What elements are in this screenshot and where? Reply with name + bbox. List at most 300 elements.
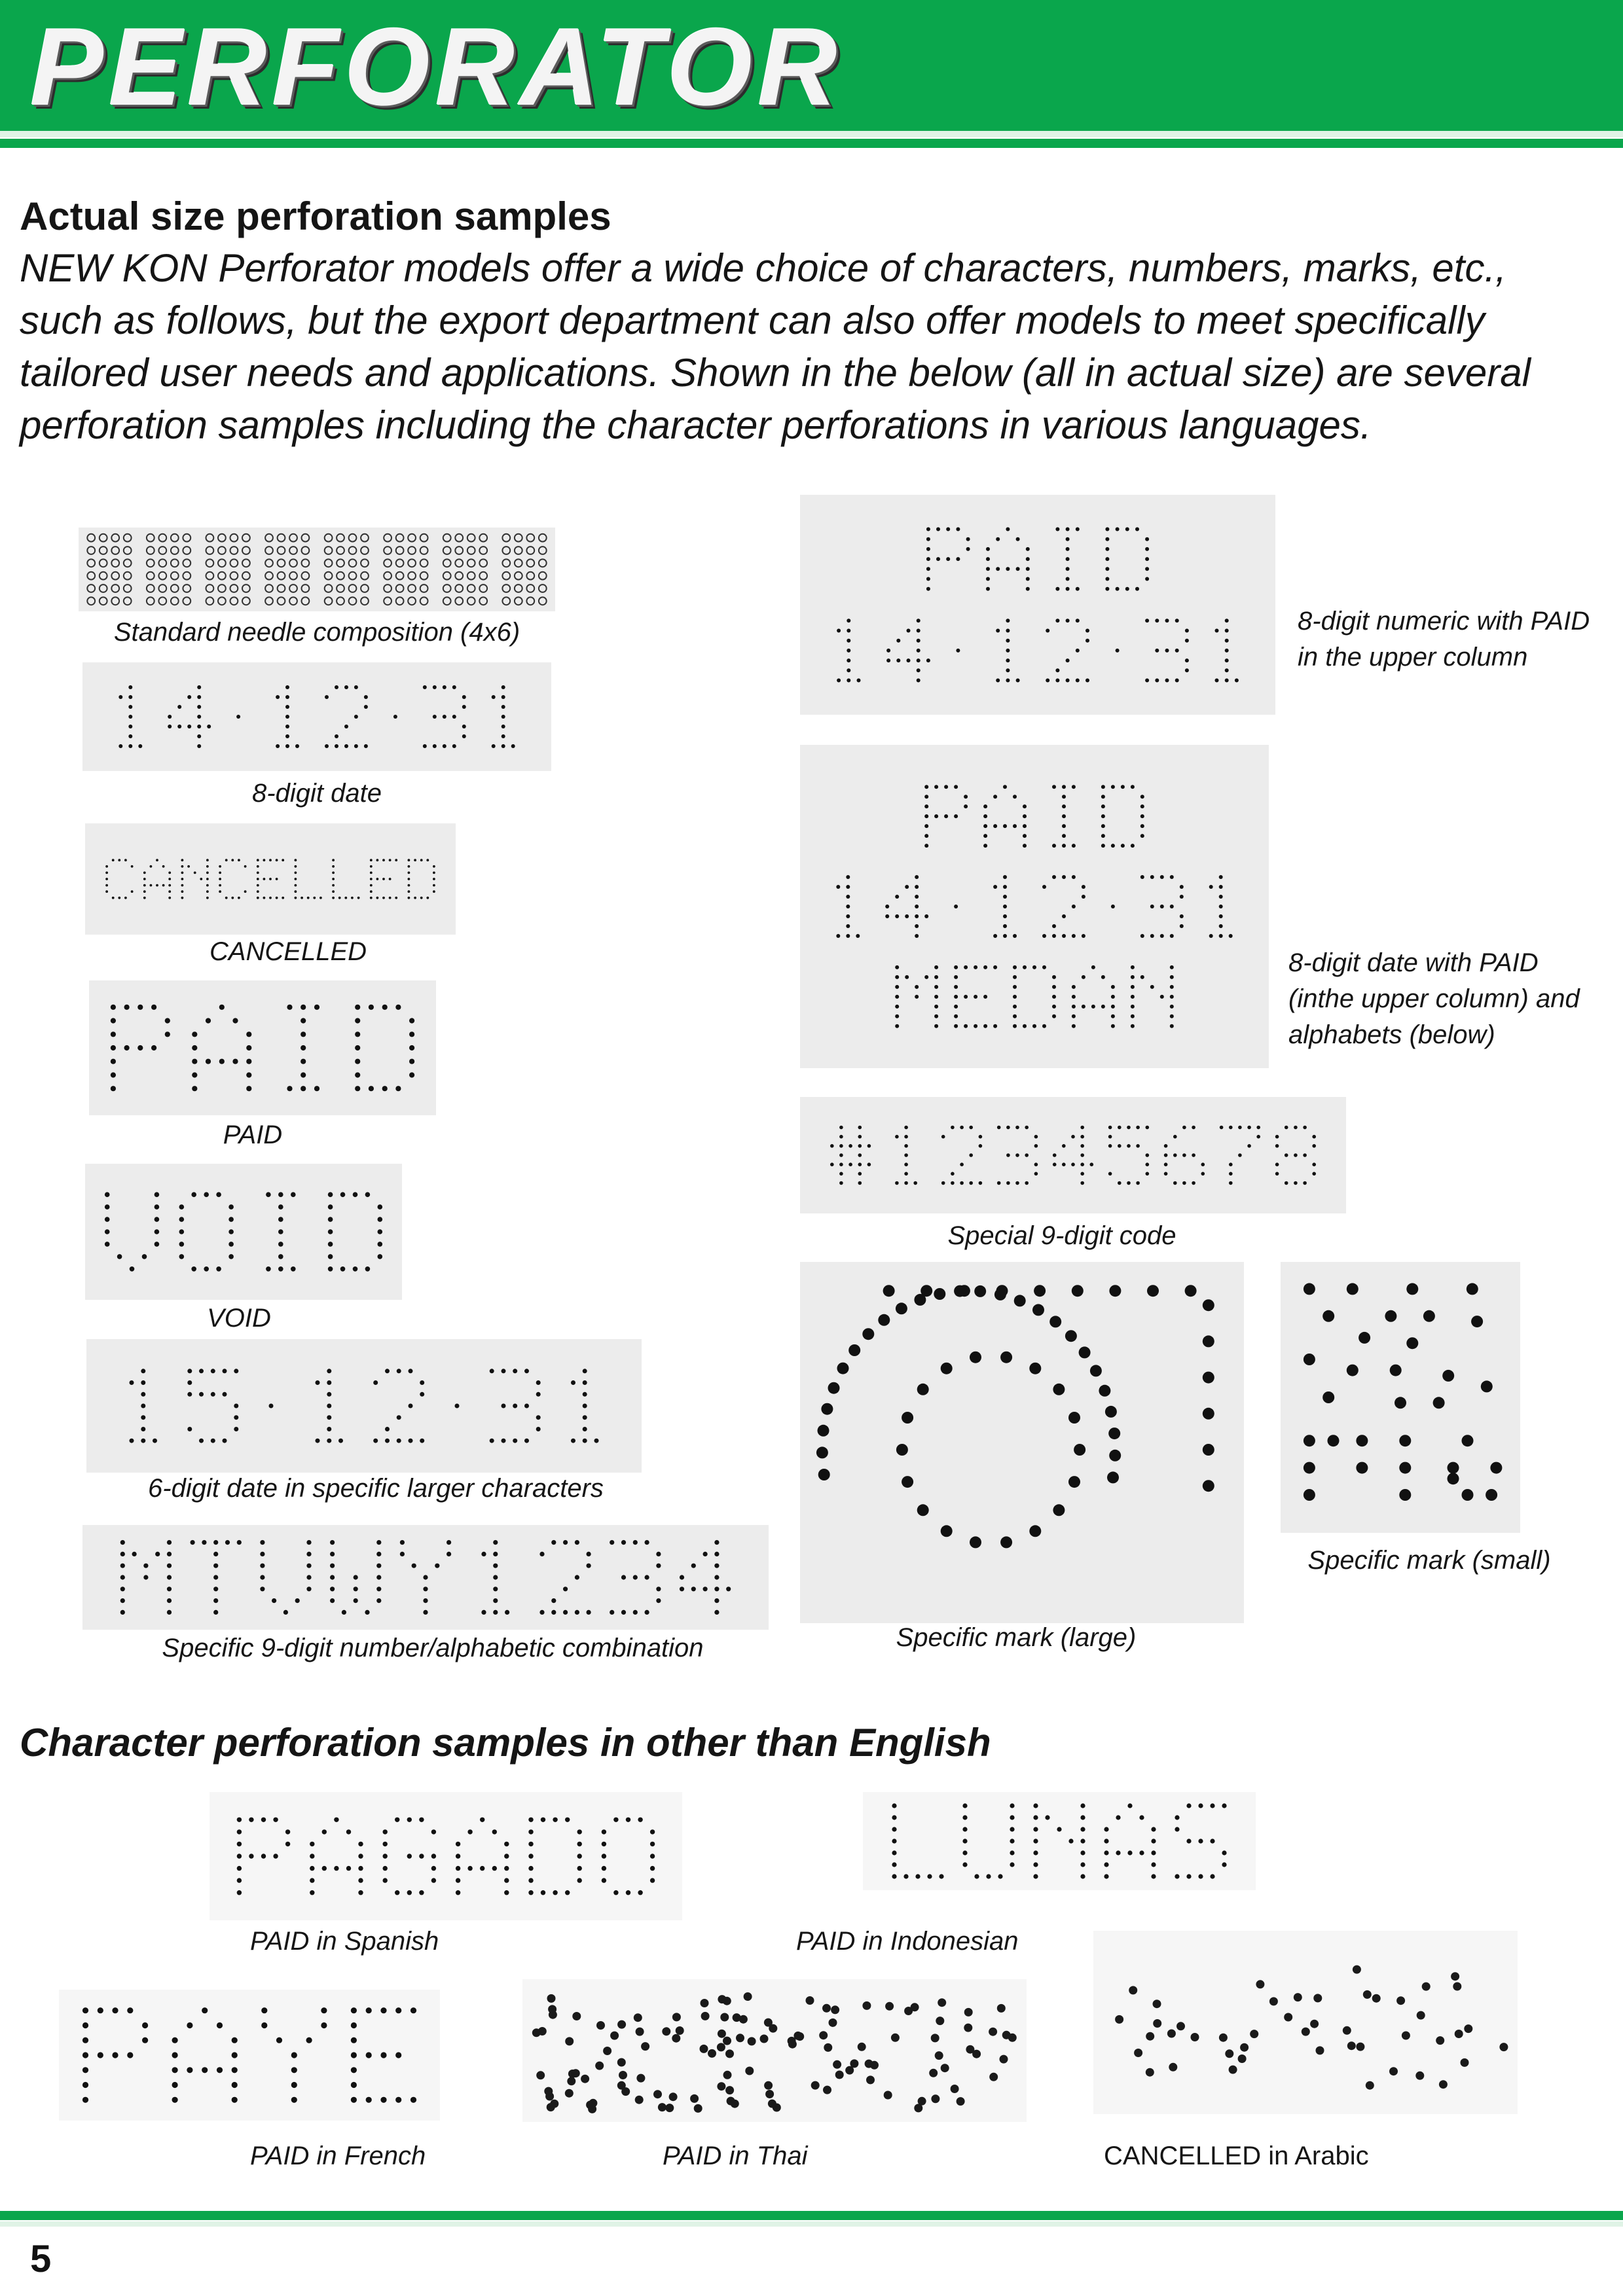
needle-hole bbox=[361, 572, 369, 580]
perforation-hole bbox=[924, 914, 928, 918]
perforation-hole bbox=[571, 1380, 575, 1385]
perforation-hole bbox=[143, 890, 146, 893]
perforation-hole bbox=[996, 679, 1000, 683]
needle-hole bbox=[289, 572, 297, 580]
perforation-hole bbox=[1304, 1354, 1315, 1365]
perforation-hole bbox=[1062, 934, 1066, 938]
perforation-hole bbox=[974, 1285, 986, 1297]
perforation-hole bbox=[1080, 1862, 1085, 1867]
perforation-hole bbox=[307, 897, 310, 899]
needle-hole bbox=[218, 597, 226, 605]
perforation-hole bbox=[1436, 2036, 1444, 2045]
perforation-hole bbox=[1198, 1803, 1203, 1808]
perforation-hole bbox=[621, 1540, 626, 1545]
perforation-hole bbox=[587, 1552, 591, 1556]
perforation-hole bbox=[626, 1818, 630, 1822]
perforation-dots bbox=[1093, 1931, 1518, 2114]
perforation-hole bbox=[613, 1890, 618, 1895]
perforation-hole bbox=[765, 2090, 774, 2098]
perforation-hole bbox=[269, 859, 272, 861]
perforation-hole bbox=[1062, 804, 1066, 808]
needle-hole bbox=[455, 547, 463, 554]
perforation-hole bbox=[645, 1610, 649, 1615]
perforation-hole bbox=[216, 1192, 221, 1197]
perforation-hole bbox=[896, 658, 900, 662]
perforation-hole bbox=[278, 1242, 283, 1247]
perforation-hole bbox=[974, 1024, 977, 1028]
perforation-hole bbox=[217, 2022, 223, 2028]
perforation-hole bbox=[1395, 1397, 1406, 1408]
perforation-hole bbox=[433, 865, 435, 868]
perforation-hole bbox=[536, 2071, 545, 2079]
perforation-hole bbox=[278, 1217, 283, 1222]
perforation-hole bbox=[917, 679, 921, 683]
perforation-hole bbox=[924, 804, 928, 808]
perforation-hole bbox=[1139, 1815, 1144, 1820]
perforation-hole bbox=[151, 1045, 156, 1050]
perforation-hole bbox=[907, 629, 911, 633]
perforation-hole bbox=[956, 557, 960, 561]
perforation-hole bbox=[1072, 1285, 1084, 1297]
perforation-hole bbox=[237, 1890, 242, 1895]
needle-hole bbox=[158, 572, 166, 580]
perforation-hole bbox=[1389, 2067, 1398, 2075]
perforation-hole bbox=[1215, 629, 1219, 633]
perforation-hole bbox=[964, 1024, 968, 1028]
perforation-hole bbox=[1101, 844, 1105, 848]
needle-hole bbox=[171, 559, 179, 567]
perforation-hole bbox=[244, 865, 247, 868]
perforation-hole bbox=[1062, 824, 1066, 828]
perforation-hole bbox=[213, 1540, 218, 1545]
perforation-hole bbox=[1180, 914, 1184, 918]
perforation-hole bbox=[378, 1204, 383, 1210]
needle-hole bbox=[337, 559, 344, 567]
perforation-hole bbox=[1146, 1153, 1150, 1157]
perforation-hole bbox=[858, 2043, 866, 2051]
perforation-hole bbox=[276, 878, 278, 880]
perforation-hole bbox=[327, 1404, 331, 1408]
perforation-hole bbox=[829, 2018, 837, 2027]
needle-hole bbox=[206, 572, 214, 580]
intro-heading: Actual size perforation samples bbox=[20, 194, 611, 238]
perforation-hole bbox=[1066, 537, 1070, 541]
perforation-hole bbox=[385, 1369, 390, 1373]
perforation-hole bbox=[839, 1172, 843, 1176]
perforation-hole bbox=[408, 865, 410, 868]
perforation-hole bbox=[1062, 1144, 1066, 1148]
perforation-hole bbox=[1127, 1126, 1131, 1130]
perforation-hole bbox=[1453, 1982, 1461, 1991]
perforation-hole bbox=[936, 528, 940, 531]
perforation-hole bbox=[370, 878, 373, 880]
header-band bbox=[0, 0, 1623, 131]
perforation-hole bbox=[358, 1842, 363, 1846]
perforation-hole bbox=[310, 1878, 314, 1882]
perforation-hole bbox=[1105, 1406, 1117, 1418]
needle-hole bbox=[242, 597, 250, 605]
perforation-hole bbox=[155, 1242, 160, 1247]
perforation-hole bbox=[996, 567, 1000, 571]
perforation-hole bbox=[1356, 1462, 1368, 1474]
perforation-hole bbox=[1111, 995, 1115, 999]
perforation-hole bbox=[1210, 1874, 1214, 1878]
perforation-hole bbox=[1066, 557, 1070, 561]
perforation-hole bbox=[915, 934, 919, 938]
perforation-hole bbox=[1003, 824, 1007, 828]
perforation-hole bbox=[153, 1439, 157, 1443]
perforation-hole bbox=[310, 1866, 314, 1871]
perforation-hole bbox=[334, 1818, 338, 1822]
perforation-hole bbox=[915, 914, 919, 918]
perforation-hole bbox=[1136, 1126, 1140, 1130]
perforation-hole bbox=[1034, 1172, 1038, 1176]
perforation-hole bbox=[1108, 1144, 1112, 1148]
perforation-hole bbox=[1016, 567, 1020, 571]
perforation-hole bbox=[370, 865, 373, 868]
perforation-hole bbox=[369, 1086, 374, 1091]
perforation-hole bbox=[354, 1575, 358, 1579]
perforation-hole bbox=[934, 1288, 945, 1300]
perforation-hole bbox=[1256, 1980, 1264, 1988]
perforation-hole bbox=[617, 2081, 626, 2090]
perforation-hole bbox=[105, 865, 108, 868]
perforation-hole bbox=[313, 897, 316, 899]
perforation-hole bbox=[1033, 1874, 1038, 1878]
perforation-hole bbox=[168, 884, 171, 887]
perforation-hole bbox=[896, 639, 900, 643]
perforation-hole bbox=[141, 1404, 145, 1408]
needle-hole bbox=[502, 597, 510, 605]
perforation-hole bbox=[269, 878, 272, 880]
perforation-hole bbox=[656, 1587, 661, 1591]
perforation-hole bbox=[720, 2013, 729, 2022]
perforation-hole bbox=[725, 2049, 734, 2058]
perforation-hole bbox=[179, 1254, 185, 1259]
perforation-hole bbox=[917, 629, 921, 633]
perforation-hole bbox=[261, 2022, 267, 2028]
perforation-hole bbox=[443, 715, 447, 719]
perforation-hole bbox=[1076, 649, 1080, 653]
perforation-hole bbox=[610, 1540, 614, 1545]
perforation-hole bbox=[447, 1552, 451, 1556]
perforation-hole bbox=[167, 1587, 172, 1591]
perforation-hole bbox=[234, 1427, 238, 1431]
perforation-hole bbox=[105, 890, 108, 893]
perforation-hole bbox=[1219, 875, 1223, 879]
perforation-hole bbox=[847, 629, 850, 633]
needle-hole bbox=[455, 534, 463, 542]
perforation-hole bbox=[197, 695, 201, 699]
needle-hole bbox=[539, 559, 547, 567]
perforation-hole bbox=[351, 2052, 357, 2058]
perforation-hole bbox=[1006, 639, 1010, 643]
perforation-hole bbox=[197, 685, 201, 689]
perforation-hole bbox=[346, 1866, 351, 1871]
perforation-hole bbox=[1145, 547, 1149, 551]
perforation-hole bbox=[376, 1575, 381, 1579]
perforation-hole bbox=[397, 1369, 401, 1373]
needle-hole bbox=[230, 534, 238, 542]
perforation-hole bbox=[1294, 1126, 1298, 1130]
perforation-hole bbox=[986, 557, 990, 561]
perforation-hole bbox=[1312, 1144, 1316, 1148]
perforation-hole bbox=[572, 2069, 580, 2077]
needle-hole bbox=[206, 597, 214, 605]
perforation-hole bbox=[1402, 2032, 1410, 2040]
perforation-hole bbox=[895, 895, 899, 899]
perforation-hole bbox=[124, 1005, 130, 1010]
needle-hole bbox=[539, 572, 547, 580]
perforation-hole bbox=[768, 2100, 776, 2108]
perforation-hole bbox=[583, 1404, 587, 1408]
perforation-hole bbox=[82, 2097, 88, 2103]
needle-hole bbox=[158, 559, 166, 567]
perforation-hole bbox=[228, 1254, 234, 1259]
needle-hole bbox=[337, 547, 344, 554]
perforation-hole bbox=[1153, 2019, 1161, 2028]
perforation-hole bbox=[1203, 1335, 1214, 1347]
perforation-hole bbox=[1164, 1172, 1168, 1176]
needle-hole bbox=[384, 534, 392, 542]
perforation-hole bbox=[443, 685, 447, 689]
perforation-hole bbox=[1203, 1299, 1214, 1311]
perforation-hole bbox=[310, 1890, 314, 1895]
perforation-hole bbox=[501, 744, 505, 748]
perforation-hole bbox=[926, 528, 930, 531]
perforation-hole bbox=[1235, 679, 1239, 683]
header-divider bbox=[0, 139, 1623, 148]
perforation-hole bbox=[204, 1192, 209, 1197]
perforation-hole bbox=[1091, 965, 1095, 969]
perforation-hole bbox=[1151, 1827, 1156, 1831]
perforation-hole bbox=[351, 2022, 357, 2028]
perforation-hole bbox=[1104, 1850, 1108, 1855]
perforation-hole bbox=[931, 2034, 939, 2042]
perforation-hole bbox=[1225, 649, 1229, 653]
perforation-hole bbox=[462, 734, 466, 738]
perforation-hole bbox=[1165, 679, 1169, 683]
perforation-hole bbox=[1240, 2043, 1249, 2052]
perforation-hole bbox=[1356, 2043, 1364, 2051]
perforation-hole bbox=[944, 785, 948, 789]
perforation-hole bbox=[1010, 1827, 1014, 1831]
perforation-hole bbox=[549, 2011, 557, 2019]
perforation-hole bbox=[1034, 1285, 1046, 1297]
perforation-hole bbox=[257, 884, 259, 887]
perforation-hole bbox=[816, 1446, 828, 1458]
perforation-hole bbox=[143, 872, 146, 874]
perforation-hole bbox=[1002, 2031, 1011, 2039]
needle-hole bbox=[111, 584, 119, 592]
perforation-hole bbox=[1316, 2046, 1324, 2054]
perforation-hole bbox=[892, 1803, 896, 1808]
perforation-hole bbox=[839, 1162, 843, 1166]
perforation-hole bbox=[373, 1380, 378, 1385]
perforation-hole bbox=[335, 744, 338, 748]
perforation-hole bbox=[915, 1874, 920, 1878]
perforation-hole bbox=[1229, 1162, 1233, 1166]
perforation-hole bbox=[257, 890, 259, 893]
perforation-hole bbox=[1062, 875, 1066, 879]
french-caption: PAID in French bbox=[250, 2142, 426, 2170]
perforation-hole bbox=[376, 1552, 381, 1556]
perforation-hole bbox=[1490, 1462, 1502, 1474]
perforation-hole bbox=[370, 859, 373, 861]
perforation-hole bbox=[202, 2067, 208, 2073]
perforation-hole bbox=[1108, 1427, 1120, 1439]
perforation-hole bbox=[830, 1144, 834, 1148]
perforation-hole bbox=[936, 2017, 944, 2025]
needle-hole bbox=[515, 559, 522, 567]
perforation-hole bbox=[407, 1854, 412, 1858]
needle-hole bbox=[443, 559, 451, 567]
needle-hole bbox=[111, 559, 119, 567]
perforation-hole bbox=[1406, 1337, 1418, 1349]
needle-hole bbox=[242, 534, 250, 542]
perforation-hole bbox=[143, 1575, 148, 1579]
perforation-hole bbox=[370, 872, 373, 874]
perforation-hole bbox=[1131, 844, 1135, 848]
perforation-hole bbox=[306, 1587, 311, 1591]
perforation-hole bbox=[1303, 1126, 1307, 1130]
perforation-hole bbox=[223, 1369, 227, 1373]
perforation-hole bbox=[260, 1575, 264, 1579]
needle-hole bbox=[289, 534, 297, 542]
perforation-hole bbox=[382, 1086, 388, 1091]
perforation-hole bbox=[941, 2064, 949, 2072]
perforation-hole bbox=[225, 897, 228, 899]
needle-hole bbox=[206, 584, 214, 592]
perforation-hole bbox=[501, 715, 505, 719]
perforation-hole bbox=[191, 1540, 195, 1545]
date6-caption: 6-digit date in specific larger characters bbox=[148, 1474, 604, 1503]
perforation-hole bbox=[547, 2103, 555, 2111]
perforation-hole bbox=[935, 2051, 943, 2060]
perforation-hole bbox=[895, 1181, 899, 1185]
perforation-hole bbox=[1101, 824, 1105, 828]
perforation-hole bbox=[691, 1587, 696, 1591]
perforation-hole bbox=[951, 1172, 955, 1176]
perforation-hole bbox=[819, 2031, 828, 2039]
perforation-hole bbox=[1072, 875, 1076, 879]
perforation-hole bbox=[325, 695, 329, 699]
perforation-hole bbox=[257, 865, 259, 868]
perforation-hole bbox=[1052, 985, 1056, 989]
perforation-hole bbox=[760, 2035, 769, 2043]
perforation-hole bbox=[155, 1229, 160, 1234]
perforation-hole bbox=[867, 1144, 871, 1148]
perforation-hole bbox=[1023, 814, 1027, 818]
perforation-hole bbox=[1105, 537, 1109, 541]
perforation-hole bbox=[1068, 1476, 1080, 1488]
needle-hole bbox=[100, 547, 107, 554]
needle-hole bbox=[384, 547, 392, 554]
perforation-hole bbox=[1115, 2015, 1123, 2024]
perforation-hole bbox=[328, 1192, 333, 1197]
perforation-hole bbox=[340, 1266, 346, 1272]
needle-hole bbox=[230, 547, 238, 554]
perforation-hole bbox=[433, 890, 435, 893]
perforation-hole bbox=[969, 1126, 973, 1130]
perforation-hole bbox=[155, 1204, 160, 1210]
perforation-hole bbox=[132, 1552, 137, 1556]
perforation-hole bbox=[847, 649, 850, 653]
perforation-hole bbox=[917, 668, 921, 672]
needle-hole bbox=[218, 534, 226, 542]
perforation-hole bbox=[1068, 1412, 1080, 1424]
perforation-hole bbox=[951, 1126, 955, 1130]
perforation-hole bbox=[1082, 885, 1085, 889]
perforation-hole bbox=[192, 1072, 197, 1077]
perforation-hole bbox=[1023, 965, 1027, 969]
perforation-hole bbox=[369, 1005, 374, 1010]
perforation-hole bbox=[891, 2034, 900, 2042]
perforation-hole bbox=[1399, 1462, 1411, 1474]
perforation-hole bbox=[964, 2024, 972, 2032]
perforation-hole bbox=[1451, 1972, 1459, 1981]
perforation-hole bbox=[587, 1564, 591, 1568]
perforation-hole bbox=[1111, 844, 1115, 848]
perforation-hole bbox=[966, 547, 970, 551]
perforation-hole bbox=[223, 1439, 227, 1443]
perforation-hole bbox=[316, 1380, 320, 1385]
perforation-hole bbox=[994, 1289, 1006, 1300]
perforation-hole bbox=[353, 1192, 358, 1197]
needle-hole bbox=[242, 572, 250, 580]
perforation-hole bbox=[895, 975, 899, 979]
perforation-hole bbox=[917, 639, 921, 643]
perforation-hole bbox=[358, 1878, 363, 1882]
perforation-hole bbox=[1023, 824, 1027, 828]
perforation-hole bbox=[839, 1153, 843, 1157]
needle-hole bbox=[278, 597, 285, 605]
perforation-hole bbox=[708, 2049, 716, 2058]
perforation-hole bbox=[915, 924, 919, 928]
perforation-hole bbox=[966, 537, 970, 541]
perforation-hole bbox=[1006, 658, 1010, 662]
perforation-hole bbox=[105, 1242, 110, 1247]
perforation-hole bbox=[1170, 1024, 1174, 1028]
perforation-hole bbox=[1269, 1997, 1278, 2005]
needle-hole bbox=[111, 597, 119, 605]
needle-hole bbox=[349, 559, 357, 567]
perforation-hole bbox=[847, 658, 850, 662]
perforation-hole bbox=[1042, 885, 1046, 889]
perforation-hole bbox=[234, 1369, 238, 1373]
perforation-hole bbox=[1071, 1135, 1075, 1139]
perforation-hole bbox=[332, 890, 335, 893]
perforation-hole bbox=[1010, 1862, 1014, 1867]
perforation-hole bbox=[378, 1254, 383, 1259]
perforation-hole bbox=[82, 2067, 88, 2073]
perforation-hole bbox=[142, 2022, 148, 2028]
perforation-hole bbox=[1029, 1525, 1041, 1537]
perforation-hole bbox=[1146, 1126, 1150, 1130]
perforation-hole bbox=[199, 1392, 204, 1397]
perforation-hole bbox=[131, 890, 134, 893]
perforation-hole bbox=[1055, 587, 1059, 591]
needle-hole bbox=[278, 547, 285, 554]
perforation-hole bbox=[1347, 2041, 1356, 2050]
perforation-hole bbox=[354, 715, 358, 719]
perforation-hole bbox=[621, 1575, 626, 1579]
perforation-hole bbox=[213, 1598, 218, 1603]
perforation-hole bbox=[167, 1598, 172, 1603]
perforation-hole bbox=[974, 995, 977, 999]
perforation-hole bbox=[656, 1564, 661, 1568]
perforation-hole bbox=[409, 1031, 414, 1037]
